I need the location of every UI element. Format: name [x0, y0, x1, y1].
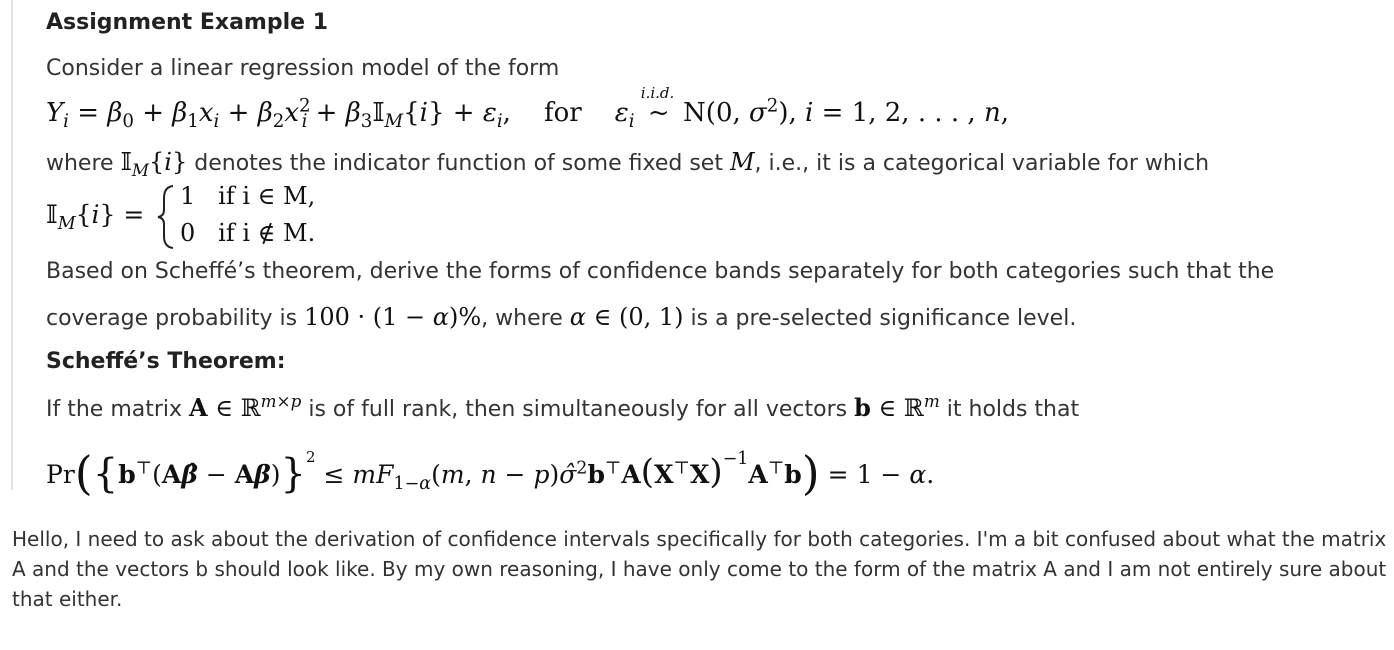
indicator-definition: 𝕀$_M${i} = [46, 200, 145, 234]
case-one: 1 if i ∈ M, [180, 182, 316, 210]
question-text: Hello, I need to ask about the derivation of confidence intervals specifically for both categories. I'm a bit confused about what the matrix A and the vectors b should look like. By my own reasoning, I have only come to the form of the matrix A and I am not entirely sure about that either. [12, 527, 1387, 611]
assignment-quote-block [11, 0, 1394, 500]
case-two: 0 if i ∉ M. [180, 219, 316, 247]
theorem-statement: If the matrix A ∈ ℝ$^{m\times p}$ is of full rank, then simultaneously for all vectors b ∈ ℝ$^m$ it holds that [46, 391, 1080, 422]
scheffe-instruction-line: Based on Scheffé’s theorem, derive the forms of confidence bands separately for both categories such that the [46, 259, 1275, 284]
intro-text: Consider a linear regression model of the form [46, 56, 560, 81]
theorem-heading: Scheffé’s Theorem: [46, 349, 286, 374]
left-brace-icon [155, 184, 177, 250]
assignment-heading: Assignment Example 1 [46, 10, 329, 35]
coverage-line: coverage probability is 100 · (1 − α)%, where α ∈ (0, 1) is a pre-selected significance level. [46, 303, 1077, 331]
where-line: where 𝕀$_M${i} denotes the indicator function of some fixed set M, i.e., it is a categorical variable for which [46, 148, 1210, 180]
model-equation: $Y_i = \beta_0 + \beta_1x_i + \beta_2x^2_i$ + $\beta_3𝕀_M\{i\} + \varepsilon_i$, for $\varepsilon_i$ i.i.d. ~ N(0, $\sigma^2$), i = 1, 2, . . . , n, [46, 84, 1009, 133]
for-word: for [543, 98, 582, 128]
scheffe-formula: Pr({b⊤(Aβ̂ − $A\beta)\}^2 \le mF_{1-\alpha}(m$, $n - p)\sigmâ^2b^⊤A(X^⊤X)^{-1}A^⊤b) = 1 - \alpha$. [46, 446, 935, 500]
